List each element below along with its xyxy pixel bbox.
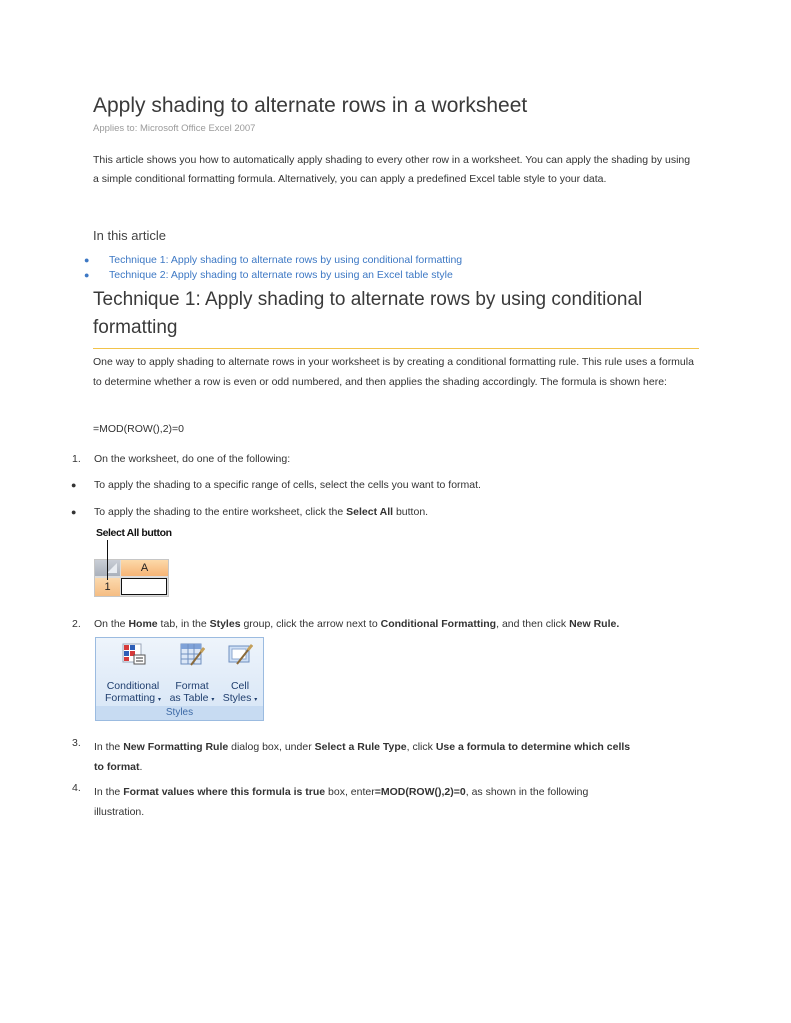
cell-styles-icon	[227, 642, 253, 666]
toc-list	[84, 253, 462, 283]
text-run: group, click the arrow next to	[240, 618, 381, 630]
bullet-icon: ●	[84, 270, 90, 280]
text-run: On the	[94, 618, 129, 630]
bold-run: to format	[94, 761, 140, 773]
text-run: box, enter	[325, 786, 375, 798]
formula-text: =MOD(ROW(),2)=0	[93, 423, 185, 435]
step-number: 4.	[72, 782, 81, 794]
button-label-text: Styles	[222, 692, 252, 704]
text-run: button.	[393, 506, 429, 518]
text-run: , and then click	[496, 618, 570, 630]
conditional-formatting-icon	[120, 642, 146, 666]
button-label-text: Formatting	[104, 692, 156, 704]
step-4-text	[94, 782, 699, 822]
text-run: In the	[94, 786, 124, 798]
toc-link-technique-1[interactable]: Technique 1: Apply shading to alternate rows by using conditional formatting	[109, 254, 463, 266]
bold-run: Select All	[346, 506, 394, 518]
step-number: 1.	[72, 453, 81, 465]
button-label: Format	[175, 680, 209, 692]
bullet-icon: ●	[84, 255, 90, 265]
cell[interactable]	[121, 578, 167, 595]
text-run: In the	[94, 741, 124, 753]
bold-run: Styles	[209, 618, 241, 630]
bold-run: New Rule.	[569, 618, 620, 630]
bold-run: Select a Rule Type	[314, 741, 407, 753]
bold-run: Use a formula to determine which cells	[435, 741, 631, 753]
text-run: illustration.	[94, 806, 145, 818]
conditional-formatting-button[interactable]	[98, 642, 168, 706]
bullet-icon: ●	[71, 507, 77, 517]
toc-item	[84, 253, 462, 268]
in-this-article-heading: In this article	[93, 228, 166, 243]
bullet-1-text: To apply the shading to a specific range of cells, select the cells you want to format.	[94, 479, 481, 491]
heading-divider	[93, 348, 699, 349]
bullet-icon: ●	[71, 480, 77, 490]
dropdown-arrow-icon: ▾	[254, 697, 258, 703]
bullet-2-text	[94, 506, 428, 518]
button-label-line2	[218, 692, 262, 706]
ribbon-group-label: Styles	[96, 706, 263, 720]
cell-styles-button[interactable]	[218, 642, 262, 706]
button-label-text: as Table	[169, 692, 209, 704]
technique-1-paragraph: One way to apply shading to alternate rows in your worksheet is by creating a conditional formatting rule. This rule uses a formula to determine whether a row is even or odd numbered, and then applies the shading accordingly. The formula is shown here:	[93, 356, 694, 388]
button-label: Conditional	[106, 680, 160, 692]
step-3-text	[94, 737, 699, 777]
step-number: 3.	[72, 737, 81, 749]
article-title: Apply shading to alternate rows in a worksheet	[93, 94, 528, 117]
bold-run: =MOD(ROW(),2)=0	[374, 786, 466, 798]
text-run: .	[139, 761, 143, 773]
bold-run: Format values where this formula is true	[123, 786, 326, 798]
text-run: , click	[406, 741, 436, 753]
toc-item	[84, 268, 462, 283]
text-run: dialog box, under	[228, 741, 315, 753]
dropdown-arrow-icon: ▾	[158, 697, 162, 703]
text-run: To apply the shading to the entire worksheet, click the	[94, 506, 347, 518]
button-label-line2	[98, 692, 168, 706]
step-number: 2.	[72, 618, 81, 630]
column-header[interactable]: A	[121, 560, 168, 576]
dropdown-arrow-icon: ▾	[211, 697, 215, 703]
intro-paragraph: This article shows you how to automatically apply shading to every other row in a worksheet. You can apply the shading by using a simple conditional formatting formula. Alternatively, you can apply a predefined Excel table style to your data.	[93, 154, 691, 185]
format-as-table-icon	[179, 642, 205, 666]
callout-line	[107, 540, 108, 580]
row-header[interactable]: 1	[95, 578, 120, 596]
figure-callout-label: Select All button	[96, 527, 172, 539]
text-run: , as shown in the following	[465, 786, 589, 798]
step-2-text	[94, 618, 619, 630]
button-label: Cell	[230, 680, 250, 692]
technique-1-heading: Technique 1: Apply shading to alternate rows by using conditional formatting	[93, 289, 643, 338]
bold-run: Conditional Formatting	[380, 618, 497, 630]
text-run: tab, in the	[157, 618, 210, 630]
bold-run: New Formatting Rule	[123, 741, 229, 753]
step-1-text: On the worksheet, do one of the following:	[94, 453, 291, 465]
bold-run: Home	[128, 618, 158, 630]
applies-to: Applies to: Microsoft Office Excel 2007	[93, 123, 256, 134]
button-label-line2	[166, 692, 218, 706]
select-all-triangle-icon	[107, 563, 117, 573]
toc-link-technique-2[interactable]: Technique 2: Apply shading to alternate rows by using an Excel table style	[109, 269, 453, 281]
format-as-table-button[interactable]	[166, 642, 218, 706]
